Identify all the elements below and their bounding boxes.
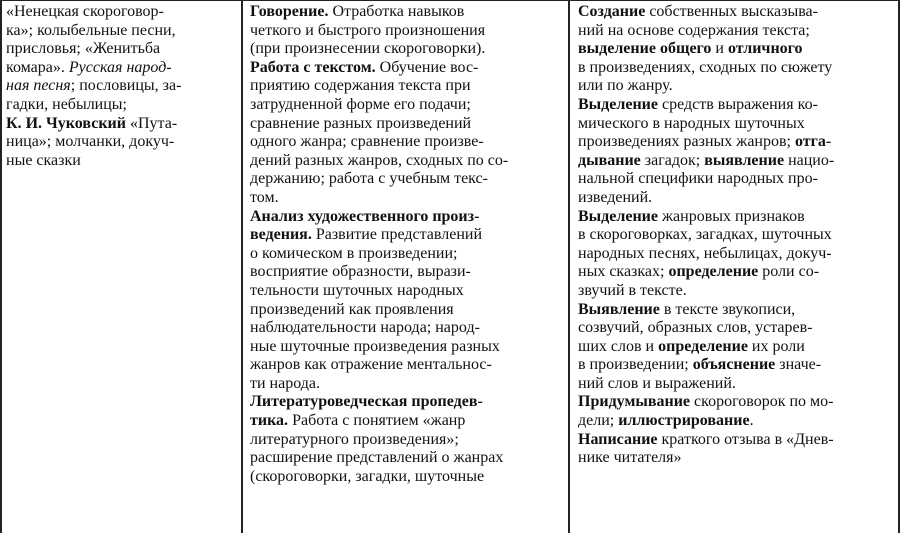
text-fragment: жанров как отражение ментальнос- xyxy=(250,356,492,374)
text-fragment: наблюдательности народа; народ- xyxy=(250,319,480,337)
text-fragment: восприятие образности, вырази- xyxy=(250,263,471,281)
text-fragment: четкого и быстрого произношения xyxy=(250,21,486,39)
text-fragment: ний на основе содержания текста; xyxy=(578,21,810,39)
text-fragment: краткого отзыва в «Днев- xyxy=(657,430,834,448)
text-fragment: том. xyxy=(250,188,279,206)
text-line xyxy=(578,226,892,245)
text-line xyxy=(250,3,556,22)
text-fragment: ка»; колыбельные песни, xyxy=(6,21,176,39)
bold-term: К. И. Чуковский xyxy=(6,114,126,132)
text-fragment: ные шуточные произведения разных xyxy=(250,337,500,355)
text-fragment: произведений как проявления xyxy=(250,300,454,318)
text-fragment: ница»; молчанки, докуч- xyxy=(6,133,175,151)
text-line xyxy=(250,152,556,171)
text-line xyxy=(250,189,556,208)
text-line xyxy=(578,338,892,357)
text-fragment: и xyxy=(711,40,728,58)
text-fragment: в скороговорках, загадках, шуточных xyxy=(578,226,832,244)
italic-text: Русская народ- xyxy=(68,58,172,76)
text-line xyxy=(250,319,556,338)
text-line xyxy=(250,245,556,264)
text-line xyxy=(578,263,892,282)
bold-term: отга- xyxy=(794,133,832,151)
text-line xyxy=(578,96,892,115)
bold-term: Выделение xyxy=(578,95,658,113)
bold-term: выделение общего xyxy=(578,40,712,58)
text-line xyxy=(578,170,892,189)
text-line xyxy=(578,375,892,394)
text-line xyxy=(578,245,892,264)
text-fragment: народных песнях, небылицах, докуч- xyxy=(578,244,832,262)
text-fragment: «Ненецкая скороговор- xyxy=(6,3,164,20)
text-fragment: тельности шуточных народных xyxy=(250,281,464,299)
text-fragment: их роли xyxy=(747,337,805,355)
text-fragment: ные сказки xyxy=(6,151,81,169)
student-activities-column xyxy=(578,3,892,468)
text-line xyxy=(578,208,892,227)
text-fragment: сравнение разных произведений xyxy=(250,114,472,132)
column-divider-2 xyxy=(568,0,570,533)
text-line xyxy=(250,96,556,115)
text-line xyxy=(578,133,892,152)
text-fragment: значе- xyxy=(775,356,822,374)
text-line xyxy=(250,338,556,357)
text-fragment: ; пословицы, за- xyxy=(70,77,182,95)
text-line xyxy=(250,412,556,431)
text-fragment: дений разных жанров, сходных по со- xyxy=(250,151,509,169)
text-line xyxy=(250,431,556,450)
text-line xyxy=(250,356,556,375)
text-fragment: средств выражения ко- xyxy=(657,95,818,113)
text-line xyxy=(250,170,556,189)
text-fragment: нацио- xyxy=(784,151,835,169)
text-line xyxy=(578,189,892,208)
text-fragment: комара». xyxy=(6,58,69,76)
text-line xyxy=(250,226,556,245)
text-fragment: ших слов и xyxy=(578,337,659,355)
text-fragment: расширение представлений о жанрах xyxy=(250,449,504,467)
bold-term: определение xyxy=(658,337,748,355)
text-line xyxy=(578,22,892,41)
text-fragment: в произведении; xyxy=(578,356,693,374)
text-line xyxy=(578,40,892,59)
bold-term: Придумывание xyxy=(578,393,691,411)
text-fragment: приятию содержания текста при xyxy=(250,77,471,95)
text-line xyxy=(6,77,236,96)
text-line xyxy=(250,208,556,227)
text-line xyxy=(6,133,236,152)
text-line xyxy=(250,282,556,301)
text-line xyxy=(250,263,556,282)
text-fragment: изведений. xyxy=(578,188,653,206)
bold-term: определение xyxy=(668,263,759,281)
text-fragment: гадки, небылицы; xyxy=(6,95,127,113)
text-fragment: Обучение вос- xyxy=(375,58,479,76)
text-line xyxy=(578,282,892,301)
text-line xyxy=(6,152,236,171)
text-fragment: одного жанра; сравнение произве- xyxy=(250,133,484,151)
bold-term: Выявление xyxy=(578,300,660,318)
text-line xyxy=(250,22,556,41)
text-fragment: в произведениях, сходных по сюжету xyxy=(578,58,833,76)
bold-term: отличного xyxy=(727,40,803,58)
text-line xyxy=(250,375,556,394)
literature-works-column xyxy=(6,3,236,170)
text-fragment: созвучий, образных слов, устарев- xyxy=(578,319,813,337)
table-left-border xyxy=(0,0,2,533)
text-fragment: или по жанру. xyxy=(578,77,673,95)
table-right-border xyxy=(898,0,900,533)
text-line xyxy=(6,40,236,59)
text-line xyxy=(6,96,236,115)
bold-term: Говорение. xyxy=(250,3,329,20)
text-fragment: мического в народных шуточных xyxy=(578,114,805,132)
text-line xyxy=(6,115,236,134)
text-line xyxy=(578,3,892,22)
bold-term: Работа с текстом. xyxy=(250,58,376,76)
text-fragment: в тексте звукописи, xyxy=(659,300,796,318)
text-fragment: затрудненной форме его подачи; xyxy=(250,95,471,113)
lesson-content-column xyxy=(250,3,556,486)
bold-term: Анализ художественного произ- xyxy=(250,207,480,225)
text-line xyxy=(250,59,556,78)
text-fragment: дели; xyxy=(578,412,619,430)
text-line xyxy=(250,40,556,59)
bold-term: Литературоведческая пропедев- xyxy=(250,393,483,411)
text-fragment: нике читателя» xyxy=(578,449,682,467)
text-line xyxy=(250,115,556,134)
text-line xyxy=(578,393,892,412)
text-line xyxy=(250,468,556,487)
text-fragment: держанию; работа с учебным текс- xyxy=(250,170,488,188)
text-line xyxy=(578,449,892,468)
text-line xyxy=(6,22,236,41)
text-fragment: (при произнесении скороговорки). xyxy=(250,40,486,58)
text-fragment: собственных высказыва- xyxy=(645,3,818,20)
bold-term: иллюстрирование xyxy=(618,412,750,430)
text-line xyxy=(578,77,892,96)
text-line xyxy=(250,133,556,152)
text-fragment: жанровых признаков xyxy=(657,207,805,225)
text-line xyxy=(578,301,892,320)
italic-text: ная песня xyxy=(6,77,71,95)
text-fragment: присловья; «Женитьба xyxy=(6,40,161,58)
text-line xyxy=(578,59,892,78)
table-top-border xyxy=(0,0,900,1)
text-line xyxy=(578,412,892,431)
bold-term: ведения. xyxy=(250,226,312,244)
text-fragment: произведениях разных жанров; xyxy=(578,133,795,151)
bold-term: тика. xyxy=(250,412,289,430)
bold-term: Написание xyxy=(578,430,658,448)
text-line xyxy=(578,356,892,375)
bold-term: объяснение xyxy=(692,356,776,374)
text-fragment: ных сказках; xyxy=(578,263,669,281)
text-line xyxy=(6,3,236,22)
column-divider-1 xyxy=(241,0,243,533)
text-fragment: Развитие представлений xyxy=(311,226,483,244)
text-fragment: Работа с понятием «жанр xyxy=(288,412,466,430)
text-fragment: звучий в тексте. xyxy=(578,281,687,299)
text-line xyxy=(250,449,556,468)
text-fragment: загадок; xyxy=(640,151,705,169)
bold-term: дывание xyxy=(578,151,641,169)
bold-term: Создание xyxy=(578,3,646,20)
text-fragment: . xyxy=(749,412,754,430)
text-line xyxy=(578,115,892,134)
text-fragment: скороговорок по мо- xyxy=(690,393,834,411)
text-fragment: о комическом в произведении; xyxy=(250,244,458,262)
text-line xyxy=(578,319,892,338)
text-fragment: ний слов и выражений. xyxy=(578,374,736,392)
bold-term: выявление xyxy=(704,151,785,169)
text-fragment: нальной специфики народных про- xyxy=(578,170,818,188)
text-line xyxy=(250,77,556,96)
bold-term: Выделение xyxy=(578,207,658,225)
text-fragment: «Пута- xyxy=(126,114,178,132)
text-line xyxy=(578,431,892,450)
text-fragment: ти народа. xyxy=(250,374,320,392)
text-line xyxy=(578,152,892,171)
text-fragment: (скороговорки, загадки, шуточные xyxy=(250,467,485,485)
text-fragment: Отработка навыков xyxy=(328,3,465,20)
text-line xyxy=(6,59,236,78)
text-fragment: литературного произведения»; xyxy=(250,430,459,448)
text-line xyxy=(250,301,556,320)
text-fragment: роли со- xyxy=(758,263,820,281)
text-line xyxy=(250,393,556,412)
